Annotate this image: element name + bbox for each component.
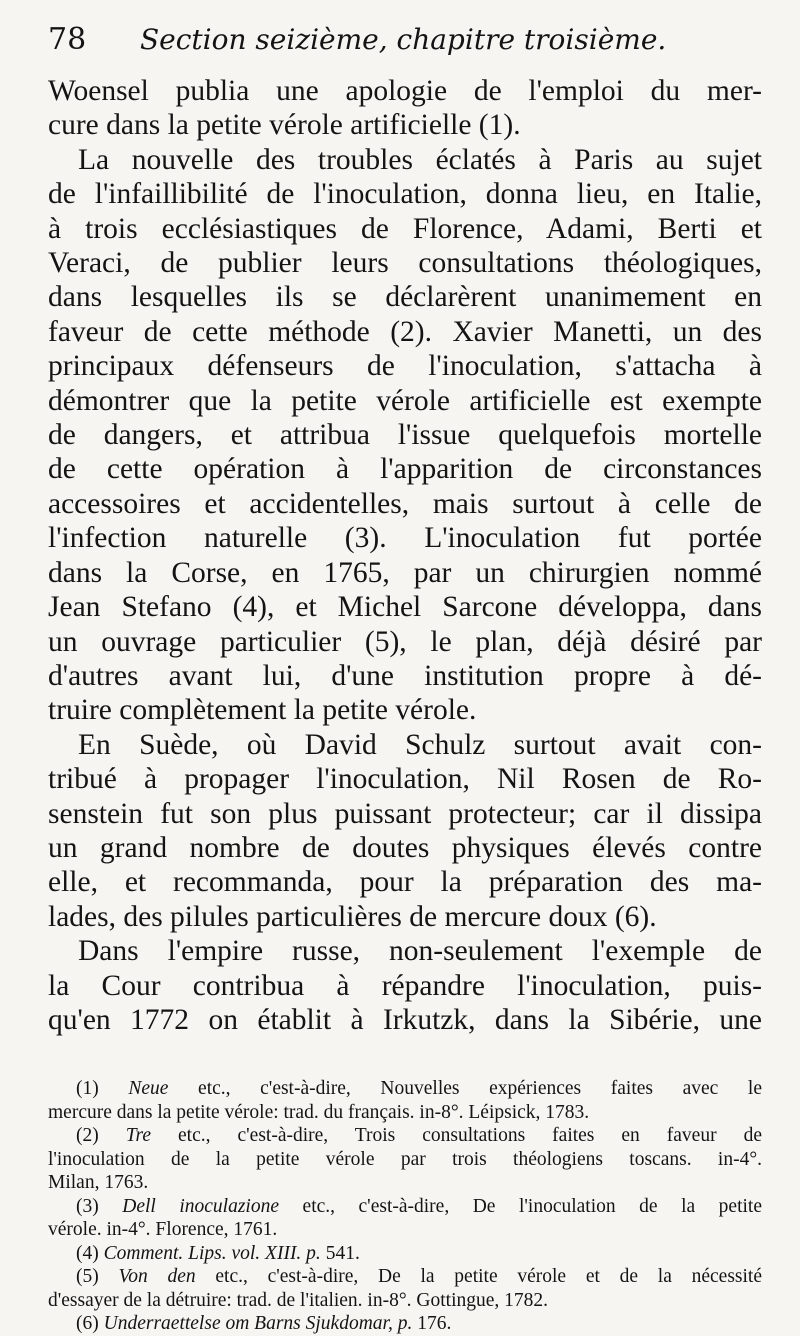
footnote-text: d'essayer de la détruire: trad. de l'italien. in-8°. Gottingue, 1782. <box>48 1289 549 1311</box>
text-line: d'autres avant lui, d'une institution propre à dé- <box>48 659 762 692</box>
footnote-text: (5) <box>76 1266 119 1288</box>
footnote-line <box>48 1195 762 1219</box>
text-line: de l'infaillibilité de l'inoculation, donna lieu, en Italie, <box>48 178 762 211</box>
text-line: de dangers, et attribua l'issue quelquefois mortelle <box>48 419 762 452</box>
text-line: de cette opération à l'apparition de circonstances <box>48 453 762 486</box>
footnote-line <box>48 1148 762 1172</box>
page-number: 78 <box>48 22 87 57</box>
footnotes <box>48 1077 762 1336</box>
text-line: elle, et recommanda, pour la préparation des ma- <box>48 866 762 899</box>
text-line: dans lesquelles ils se déclarèrent unanimement en <box>48 281 762 314</box>
text-line: qu'en 1772 on établit à Irkutzk, dans la Sibérie, une <box>48 1003 762 1036</box>
footnote-italic-text: Von den <box>118 1266 196 1288</box>
footnote-text: vérole. in-4°. Florence, 1761. <box>48 1219 278 1241</box>
footnote-line <box>48 1077 762 1101</box>
text-line: un grand nombre de doutes physiques élevés contre <box>48 831 762 864</box>
text-line: Woensel publia une apologie de l'emploi du mer- <box>48 75 762 107</box>
text-line: Veraci, de publier leurs consultations théologiques, <box>48 247 762 280</box>
text-line: senstein fut son plus puissant protecteur; car il dissipa <box>48 797 762 830</box>
text-line: cure dans la petite vérole artificielle (1). <box>48 109 521 142</box>
text-line: En Suède, où David Schulz surtout avait con- <box>78 728 762 761</box>
footnote-italic-text: Comment. Lips. vol. XIII. p. <box>103 1242 321 1264</box>
footnote-text: mercure dans la petite vérole: trad. du français. in-8°. Léipsick, 1783. <box>48 1101 590 1123</box>
footnote-text: etc., c'est-à-dire, Nouvelles expériences faites avec le <box>168 1078 762 1100</box>
text-line: principaux défenseurs de l'inoculation, s'attacha à <box>48 350 762 383</box>
footnote-line <box>48 1101 762 1125</box>
text-line: un ouvrage particulier (5), le plan, déjà désiré par <box>48 625 762 658</box>
text-line: lades, des pilules particulières de mercure doux (6). <box>48 900 657 933</box>
footnote-italic-text: Tre <box>125 1125 152 1147</box>
text-line: Jean Stefano (4), et Michel Sarcone développa, dans <box>48 591 762 624</box>
text-line: Dans l'empire russe, non-seulement l'exemple de <box>78 935 762 968</box>
running-head-title: Section seizième, chapitre troisième. <box>140 23 667 56</box>
footnote-italic-text: Neue <box>128 1078 169 1100</box>
footnote-text: etc., c'est-à-dire, De la petite vérole et de la nécessité <box>195 1266 762 1288</box>
footnote-text: (6) <box>76 1313 104 1335</box>
footnote-line <box>48 1265 762 1289</box>
footnote-line <box>48 1289 762 1313</box>
footnote <box>48 1124 762 1195</box>
text-line: à trois ecclésiastiques de Florence, Adami, Berti et <box>48 212 762 245</box>
footnote <box>48 1195 762 1242</box>
footnote-text: (1) <box>76 1078 129 1100</box>
running-header <box>48 22 762 72</box>
footnote <box>48 1242 762 1266</box>
footnote <box>48 1265 762 1312</box>
text-line: faveur de cette méthode (2). Xavier Manetti, un des <box>48 315 762 348</box>
text-line: accessoires et accidentelles, mais surtout à celle de <box>48 487 762 520</box>
footnote-text: 176. <box>412 1313 452 1335</box>
text-line: tribué à propager l'inoculation, Nil Rosen de Ro- <box>48 763 762 796</box>
footnote-text: (4) <box>76 1242 104 1264</box>
footnote-line <box>48 1171 762 1195</box>
text-line: dans la Corse, en 1765, par un chirurgien nommé <box>48 556 762 589</box>
footnote <box>48 1312 762 1336</box>
footnote-text: etc., c'est-à-dire, Trois consultations faites en faveur de <box>151 1125 762 1147</box>
body-text <box>48 74 762 1037</box>
footnote-text: (3) <box>76 1195 123 1217</box>
footnote <box>48 1077 762 1124</box>
text-line: La nouvelle des troubles éclatés à Paris au sujet <box>78 143 762 176</box>
footnote-text: Milan, 1763. <box>48 1172 149 1194</box>
footnote-text: (2) <box>76 1125 126 1147</box>
footnote-line <box>48 1312 762 1336</box>
footnote-line <box>48 1124 762 1148</box>
footnote-text: l'inoculation de la petite vérole par trois théologiens toscans. in-4°. <box>48 1148 762 1170</box>
footnote-line <box>48 1218 762 1242</box>
text-line: la Cour contribua à répandre l'inoculation, puis- <box>48 969 762 1002</box>
footnote-text: 541. <box>320 1242 360 1264</box>
text-line: truire complètement la petite vérole. <box>48 694 477 727</box>
footnote-text: etc., c'est-à-dire, De l'inoculation de la petite <box>279 1195 762 1217</box>
footnote-italic-text: Underraettelse om Barns Sjukdomar, p. <box>103 1313 413 1335</box>
text-line: l'infection naturelle (3). L'inoculation fut portée <box>48 522 762 555</box>
text-line: démontrer que la petite vérole artificielle est exempte <box>48 384 762 417</box>
footnote-line <box>48 1242 762 1266</box>
footnote-italic-text: Dell inoculazione <box>122 1195 280 1217</box>
